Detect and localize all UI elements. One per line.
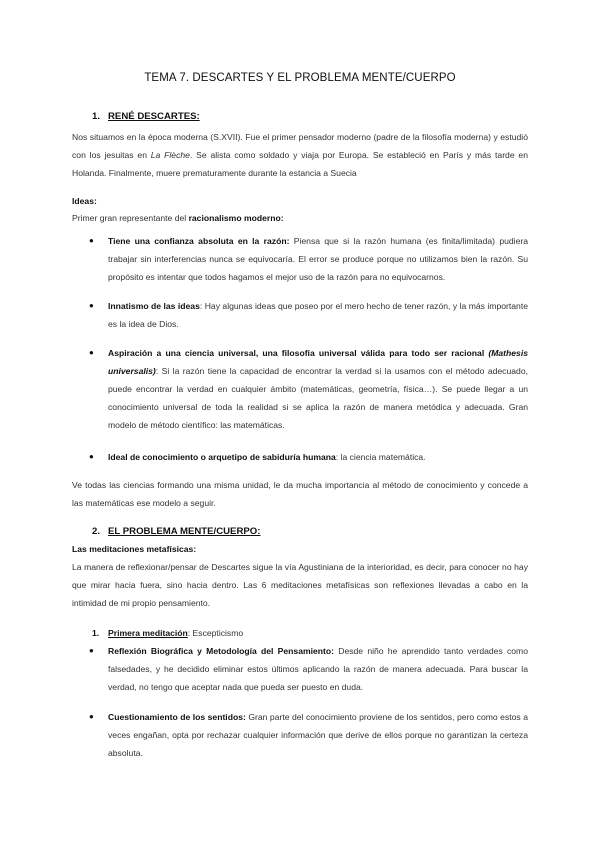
ideas-label: Ideas:	[72, 196, 97, 206]
meditations-intro: La manera de reflexionar/pensar de Descartes sigue la vía Agustiniana de la interioridad, es decir, para conocer no hay que mirar hacia fuera, sino hacia dentro. Las 6 meditaciones metafísicas son reflexiones llevadas a cabo en la intimidad de mi propio pensamiento.	[72, 562, 528, 608]
bullet-text: : Si la razón tiene la capacidad de encontrar la verdad si la usamos con el método adecuado, puede encontrar la verdad en cualquier ámbito (matemáticas, geometría, física…). Se puede llegar a un conocimiento universal de toda la realidad si se aplica la razón de manera metódica y adecuada. Gran modelo de método científico: las matemáticas.	[108, 366, 528, 430]
list-item	[89, 344, 528, 434]
closing-paragraph: Ve todas las ciencias formando una misma unidad, le da mucha importancia al método de conocimiento y concede a las matemáticas ese modelo a seguir.	[72, 480, 528, 508]
intro-italic: La Flèche	[150, 150, 190, 160]
list-item	[89, 708, 528, 762]
bullet-bold-italic: (Mathesis universalis)	[108, 348, 528, 376]
list-item	[89, 448, 528, 466]
list-item	[89, 297, 528, 333]
section-label: RENÉ DESCARTES:	[108, 111, 200, 122]
section-label: EL PROBLEMA MENTE/CUERPO:	[108, 526, 261, 537]
bullet-dot-icon: ●	[89, 712, 94, 721]
item-key: Primera meditación	[108, 628, 188, 638]
bullet-bold: Ideal de conocimiento o arquetipo de sabiduría humana	[108, 452, 336, 462]
bullet-dot-icon: ●	[89, 452, 94, 461]
section-heading-mente-cuerpo	[92, 526, 260, 537]
item-text: : Escepticismo	[187, 628, 244, 638]
ideas-intro	[72, 209, 528, 227]
section-heading-rene-descartes	[92, 111, 200, 122]
bullet-text: : Hay algunas ideas que poseo por el mero hecho de tener razón, y la más importante es la idea de Dios.	[108, 301, 528, 329]
bullet-dot-icon: ●	[89, 301, 94, 310]
list-item	[89, 642, 528, 696]
bullet-text: : la ciencia matemática.	[335, 452, 426, 462]
intro-text-b: . Se alista como soldado y viaja por Europa. Se estableció en París y más tarde en Holanda. Finalmente, muere prematuramente durante la estancia a Suecia	[72, 150, 528, 178]
bullet-bold: Cuestionamiento de los sentidos:	[108, 712, 246, 722]
ideas-intro-text: Primer gran representante del	[72, 213, 189, 223]
bullet-dot-icon: ●	[89, 646, 94, 655]
bullet-text: Gran parte del conocimiento proviene de los sentidos, pero como estos a veces engañan, opta por rechazar cualquier información que derive de ellos porque no garantizan la certeza absoluta.	[108, 712, 528, 758]
page-title: TEMA 7. DESCARTES Y EL PROBLEMA MENTE/CUERPO	[144, 72, 456, 84]
bullet-text: Desde niño he aprendido tanto verdades como falsedades, y he decidido eliminar estos últimos aplicando la razón de manera adecuada. Para buscar la verdad, no tengo que aceptar nada que pueda ser puesto en duda.	[108, 646, 528, 692]
intro-text-a: Nos situamos en la época moderna (S.XVII). Fue el primer pensador moderno (padre de la filosofía moderna) y estudió con los jesuitas en	[72, 132, 528, 160]
ideas-intro-bold: racionalismo moderno:	[188, 213, 284, 223]
bullet-dot-icon: ●	[89, 236, 94, 245]
bullet-bold: Reflexión Biográfica y Metodología del Pensamiento:	[108, 646, 335, 656]
bullet-bold: Innatismo de las ideas	[108, 301, 200, 311]
bullet-bold: Aspiración a una ciencia universal, una filosofía universal válida para todo ser racional	[108, 348, 485, 358]
bullet-bold: Tiene una confianza absoluta en la razón:	[108, 236, 290, 246]
intro-paragraph	[72, 128, 528, 182]
bullet-text: Piensa que si la razón humana (es finita/limitada) pudiera trabajar sin interferencias nunca se equivocaría. El error se produce porque no utilizamos bien la razón. Su propósito es intentar que todos hagamos el mejor uso de la razón para no equivocarnos.	[108, 236, 528, 282]
subsection-label: Las meditaciones metafísicas:	[72, 544, 197, 554]
item-number: 1.	[92, 628, 100, 638]
list-item	[89, 232, 528, 286]
bullet-dot-icon: ●	[89, 348, 94, 357]
numbered-item-primera-meditacion	[92, 624, 528, 642]
section-number: 1.	[92, 111, 101, 122]
section-number: 2.	[92, 526, 101, 537]
